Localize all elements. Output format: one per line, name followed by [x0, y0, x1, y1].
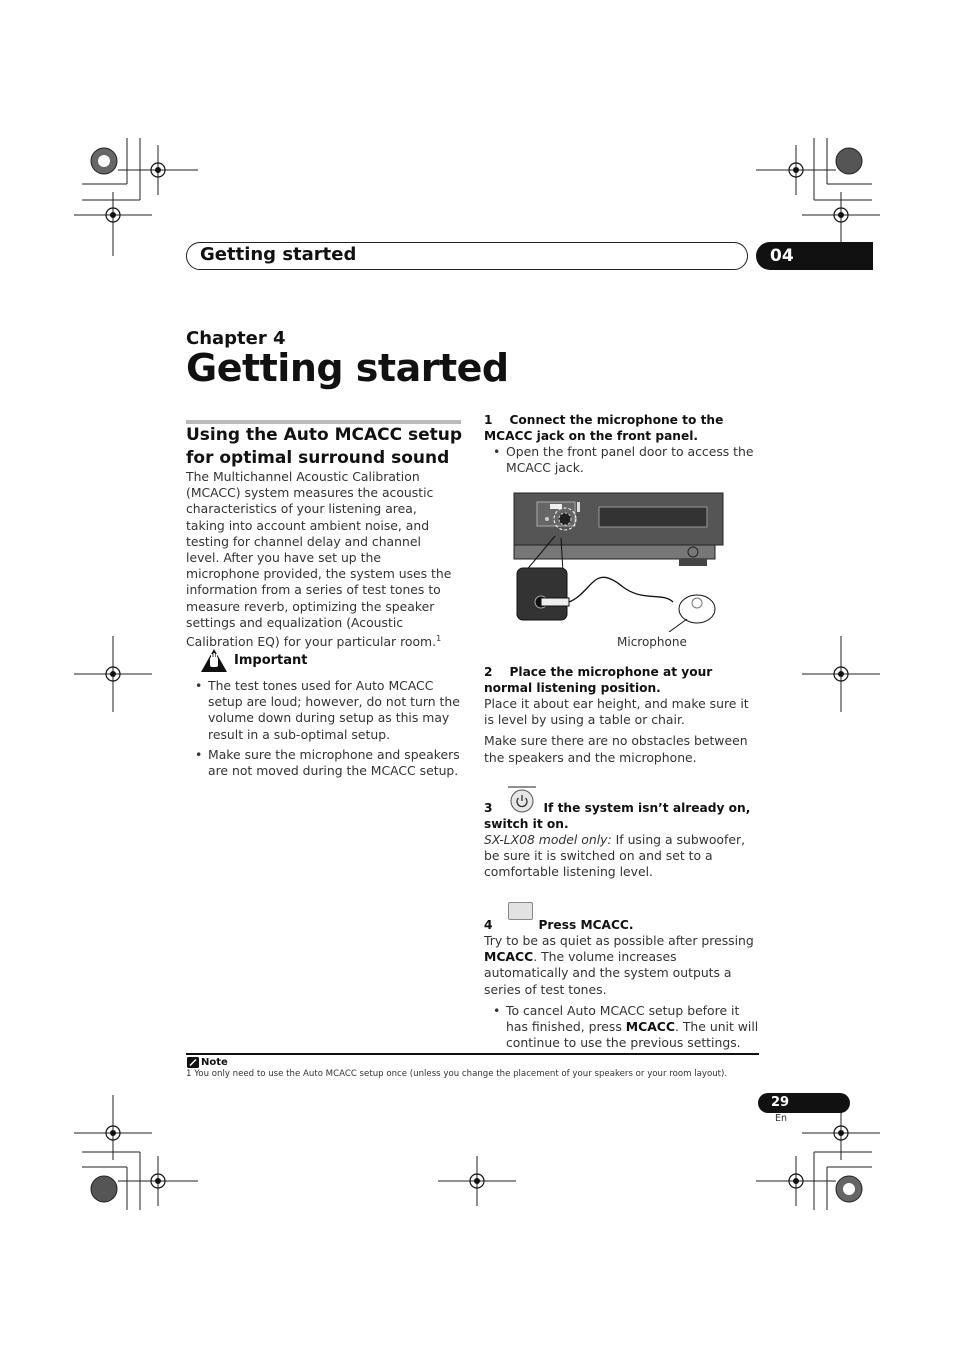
important-list — [186, 678, 462, 779]
step-4-heading: 4 Press MCACC. — [484, 918, 634, 932]
step-2-paragraph: Make sure there are no obstacles between the speakers and the microphone. — [484, 733, 748, 765]
list-item: • The test tones used for Auto MCACC setup are loud; however, do not turn the volume down during setup as this may result in a sub-optimal setup. — [186, 678, 462, 743]
left-column — [186, 469, 458, 650]
figure-caption: Microphone — [617, 635, 687, 649]
step-2 — [484, 664, 759, 766]
note-label: Note — [201, 1057, 228, 1068]
page-number: 29 — [758, 1093, 850, 1113]
section-heading: Using the Auto MCACC setup for optimal surround sound — [186, 425, 463, 468]
step-1-heading: 1 Connect the microphone to the MCACC jack on the front panel. — [484, 413, 724, 443]
step-3: 3 If the system isn’t already on, switch it on. SX-LX08 model only: If using a subwoofer, be sure it is switched on and set to a comfortable listening level. — [484, 800, 759, 881]
note-pencil-icon — [187, 1057, 199, 1068]
list-item: • Open the front panel door to access the MCACC jack. — [484, 444, 759, 476]
step-1 — [484, 412, 759, 476]
step-4 — [484, 917, 759, 1051]
step-3-heading: 3 If the system isn’t already on, — [484, 801, 751, 815]
running-header-title: Getting started — [200, 244, 357, 265]
step-2-heading: 2 Place the microphone at your normal listening position. — [484, 665, 713, 695]
step-4-paragraph: Try to be as quiet as possible after pressing MCACC. The volume increases automatically and the system outputs a series of test tones. — [484, 933, 754, 997]
warning-hand-icon — [200, 648, 228, 673]
step-3-paragraph: SX-LX08 model only: If using a subwoofer, be sure it is switched on and set to a comfortable listening level. — [484, 832, 746, 880]
note-rule — [186, 1053, 759, 1055]
chapter-label: Chapter 4 — [186, 328, 286, 349]
step-2-paragraph: Place it about ear height, and make sure it is level by using a table or chair. — [484, 696, 749, 728]
footnote-ref: 1 — [436, 634, 442, 644]
chapter-number-tab: 04 — [756, 242, 873, 270]
microphone-connection-figure — [513, 492, 725, 632]
intro-paragraph: The Multichannel Acoustic Calibration (MCACC) system measures the acoustic characteristics of your listening area, taking into account ambient noise, and testing for channel delay and channel level. After you have set up the microphone provided, the system uses the information from a series of test tones to measure reverb, optimizing the speaker settings and equalization (Acoustic Calibration EQ) for your particular room.$^1$ — [186, 469, 452, 650]
page-title: Getting started — [186, 346, 509, 390]
list-item: • To cancel Auto MCACC setup before it has finished, press MCACC. The unit will continue to use the previous settings. — [484, 1003, 759, 1052]
note-text: 1 You only need to use the Auto MCACC setup once (unless you change the placement of your speakers or your room layout). — [186, 1069, 728, 1079]
important-label: Important — [234, 653, 308, 668]
list-item: • Make sure the microphone and speakers are not moved during the MCACC setup. — [186, 747, 462, 779]
language-code: En — [775, 1113, 788, 1124]
